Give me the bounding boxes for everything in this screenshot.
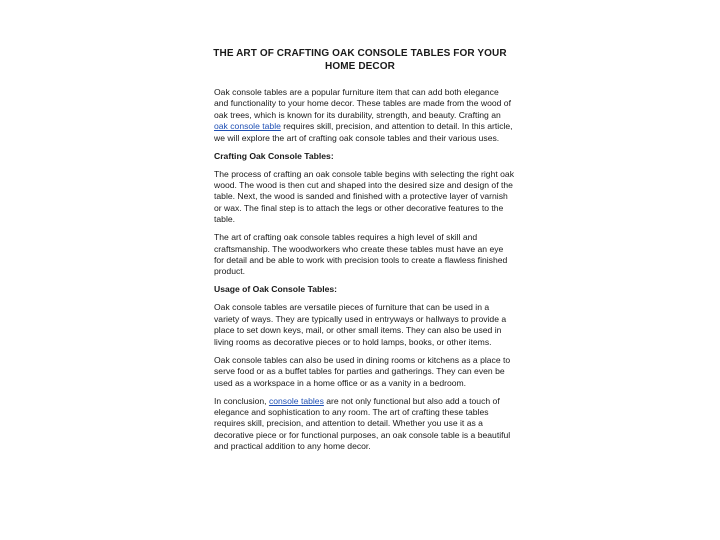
intro-text-before-link: Oak console tables are a popular furniture item that can add both elegance and functionality to your home decor. These tables are made from the wood of oak trees, which is known for its durability, strength, and beauty. Crafting an — [214, 87, 511, 120]
crafting-section-heading: Crafting Oak Console Tables: — [214, 150, 334, 161]
usage-paragraph-1: Oak console tables are versatile pieces of furniture that can be used in a variety of ways. They are typically used in entryways or hallways to provide a place to set down keys, mail, or other small items. They can also be used in living rooms as decorative pieces or to hold lamps, books, or other items. — [214, 302, 507, 347]
conclusion-text-after-link: are not only functional but also add a touch of elegance and sophistication to any room. The art of crafting these tables requires skill, precision, and attention to detail. Whether you use it as a decorative piece or for functional purposes, an oak console table is a beautiful and practical addition to any home decor. — [214, 395, 511, 452]
oak-console-table-link[interactable]: oak console table — [214, 121, 281, 132]
conclusion-paragraph — [214, 396, 514, 453]
crafting-paragraph-1: The process of crafting an oak console table begins with selecting the right oak wood. The wood is then cut and shaped into the desired size and design of the table. Next, the wood is sanded and finished with a protective layer of varnish or wax. The final step is to attach the legs or other decorative features to the table. — [214, 168, 515, 225]
intro-text-after-link: requires skill, precision, and attention to detail. In this article, we will explore the art of crafting oak console tables and their various uses. — [214, 121, 513, 143]
crafting-paragraph-2: The art of crafting oak console tables requires a high level of skill and craftsmanship. The woodworkers who create these tables must have an eye for detail and be able to work with precision tools to create a flawless finished product. — [214, 232, 508, 277]
usage-section-heading: Usage of Oak Console Tables: — [214, 284, 338, 295]
document-title: THE ART OF CRAFTING OAK CONSOLE TABLES FOR YOUR HOME DECOR — [213, 48, 507, 72]
conclusion-text-before-link: In conclusion, — [214, 395, 269, 406]
usage-paragraph-2: Oak console tables can also be used in dining rooms or kitchens as a place to serve food or as a buffet tables for parties and gatherings. They can even be used as a workspace in a home office or as a vanity in a bedroom. — [214, 354, 511, 388]
document-body — [214, 87, 514, 459]
intro-paragraph — [214, 87, 514, 144]
console-tables-link[interactable]: console tables — [268, 395, 324, 406]
